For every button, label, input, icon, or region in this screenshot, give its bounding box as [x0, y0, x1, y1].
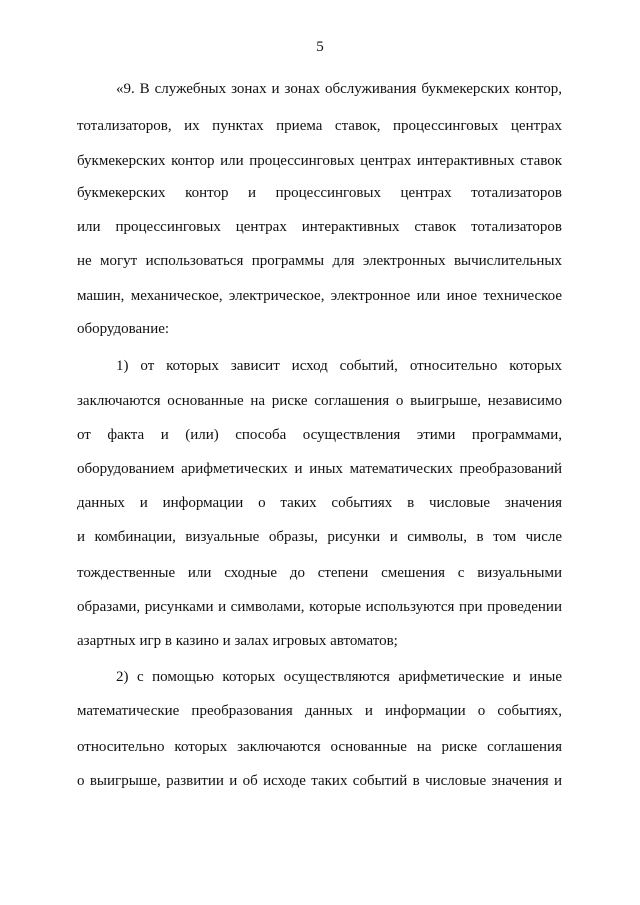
text-line: математические преобразования данных и информации о событиях, — [77, 703, 562, 719]
text-line: о выигрыше, развитии и об исходе таких событий в числовые значения и — [77, 773, 562, 789]
text-line: букмекерских контор и процессинговых центрах тотализаторов — [77, 185, 562, 201]
text-line: образами, рисунками и символами, которые используются при проведении — [77, 599, 562, 615]
text-line: «9. В служебных зонах и зонах обслуживания букмекерских контор, — [116, 81, 562, 97]
text-line: относительно которых заключаются основанные на риске соглашения — [77, 739, 562, 755]
text-line: 1) от которых зависит исход событий, относительно которых — [116, 358, 562, 374]
text-line: тождественные или сходные до степени смешения с визуальными — [77, 565, 562, 581]
text-line: от факта и (или) способа осуществления этими программами, — [77, 427, 562, 443]
text-line: или процессинговых центрах интерактивных ставок тотализаторов — [77, 219, 562, 235]
text-line: тотализаторов, их пунктах приема ставок, процессинговых центрах — [77, 118, 562, 134]
text-line: азартных игр в казино и залах игровых автоматов; — [77, 633, 398, 649]
text-line: не могут использоваться программы для электронных вычислительных — [77, 253, 562, 269]
text-line: заключаются основанные на риске соглашения о выигрыше, независимо — [77, 393, 562, 409]
text-line: машин, механическое, электрическое, электронное или иное техническое — [77, 288, 562, 304]
text-line: данных и информации о таких событиях в числовые значения — [77, 495, 562, 511]
text-line: оборудование: — [77, 321, 170, 337]
text-line: и комбинации, визуальные образы, рисунки и символы, в том числе — [77, 529, 562, 545]
text-line: 2) с помощью которых осуществляются арифметические и иные — [116, 669, 562, 685]
text-line: букмекерских контор или процессинговых центрах интерактивных ставок — [77, 153, 562, 169]
page-number: 5 — [316, 39, 324, 55]
text-line: оборудованием арифметических и иных математических преобразований — [77, 461, 562, 477]
